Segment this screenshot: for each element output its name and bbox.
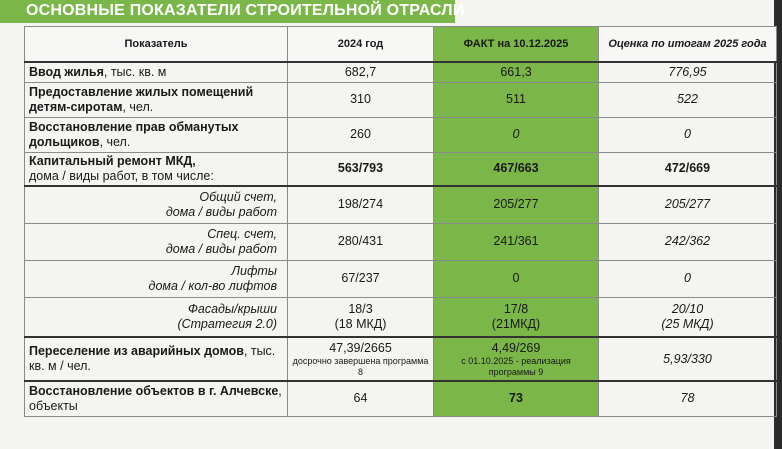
row-name: Спец. счет, дома / виды работ <box>25 223 288 260</box>
table-row <box>25 62 777 82</box>
table-row <box>25 117 777 152</box>
cell-2024: 310 <box>288 82 434 117</box>
table-row <box>25 223 777 260</box>
cell-forecast: 5,93/330 <box>599 337 777 381</box>
cell-forecast: 242/362 <box>599 223 777 260</box>
cell-2024: 198/274 <box>288 186 434 223</box>
title-bar <box>0 0 465 23</box>
cell-forecast: 776,95 <box>599 62 777 82</box>
cell-fact: 4,49/269 с 01.10.2025 - реализация программы 9 <box>434 337 599 381</box>
row-name: Фасады/крыши (Стратегия 2.0) <box>25 297 288 337</box>
cell-fact: 17/8 (21МКД) <box>434 297 599 337</box>
cell-fact: 73 <box>434 381 599 416</box>
header-fact: ФАКТ на 10.12.2025 <box>434 27 599 63</box>
header-forecast: Оценка по итогам 2025 года <box>599 27 777 63</box>
cell-fact: 241/361 <box>434 223 599 260</box>
row-name: Лифты дома / кол-во лифтов <box>25 260 288 297</box>
cell-2024: 18/3 (18 МКД) <box>288 297 434 337</box>
cell-fact: 0 <box>434 117 599 152</box>
cell-2024: 563/793 <box>288 152 434 186</box>
row-name: Капитальный ремонт МКД, дома / виды работ, в том числе: <box>25 152 288 186</box>
table-row <box>25 260 777 297</box>
cell-forecast: 0 <box>599 260 777 297</box>
header-row <box>25 27 777 63</box>
table-row <box>25 381 777 416</box>
cell-forecast: 78 <box>599 381 777 416</box>
table-row <box>25 337 777 381</box>
cell-forecast: 0 <box>599 117 777 152</box>
cell-fact: 661,3 <box>434 62 599 82</box>
row-name: Общий счет, дома / виды работ <box>25 186 288 223</box>
cell-fact: 467/663 <box>434 152 599 186</box>
cell-2024: 682,7 <box>288 62 434 82</box>
header-indicator: Показатель <box>25 27 288 63</box>
cell-2024: 67/237 <box>288 260 434 297</box>
row-name: Восстановление прав обманутых дольщиков, чел. <box>25 117 288 152</box>
table-row <box>25 297 777 337</box>
row-name: Переселение из аварийных домов, тыс. кв. м / чел. <box>25 337 288 381</box>
cell-note: с 01.10.2025 - реализация программы 9 <box>461 355 571 377</box>
cell-fact: 0 <box>434 260 599 297</box>
cell-forecast: 20/10 (25 МКД) <box>599 297 777 337</box>
cell-forecast: 205/277 <box>599 186 777 223</box>
cell-fact: 511 <box>434 82 599 117</box>
indicators-table <box>24 26 777 417</box>
cell-2024: 64 <box>288 381 434 416</box>
table-row <box>25 186 777 223</box>
header-2024: 2024 год <box>288 27 434 63</box>
cell-note: досрочно завершена программа 8 <box>292 355 429 377</box>
cell-2024: 260 <box>288 117 434 152</box>
table-row <box>25 152 777 186</box>
row-name: Ввод жилья, тыс. кв. м <box>25 62 288 82</box>
cell-2024: 47,39/2665 досрочно завершена программа 8 <box>288 337 434 381</box>
cell-2024: 280/431 <box>288 223 434 260</box>
row-name: Восстановление объектов в г. Алчевске, объекты <box>25 381 288 416</box>
cell-forecast: 522 <box>599 82 777 117</box>
cell-fact: 205/277 <box>434 186 599 223</box>
cell-forecast: 472/669 <box>599 152 777 186</box>
table-row <box>25 82 777 117</box>
page-title: ОСНОВНЫЕ ПОКАЗАТЕЛИ СТРОИТЕЛЬНОЙ ОТРАСЛИ <box>26 2 465 19</box>
row-name: Предоставление жилых помещений детям-сиротам, чел. <box>25 82 288 117</box>
